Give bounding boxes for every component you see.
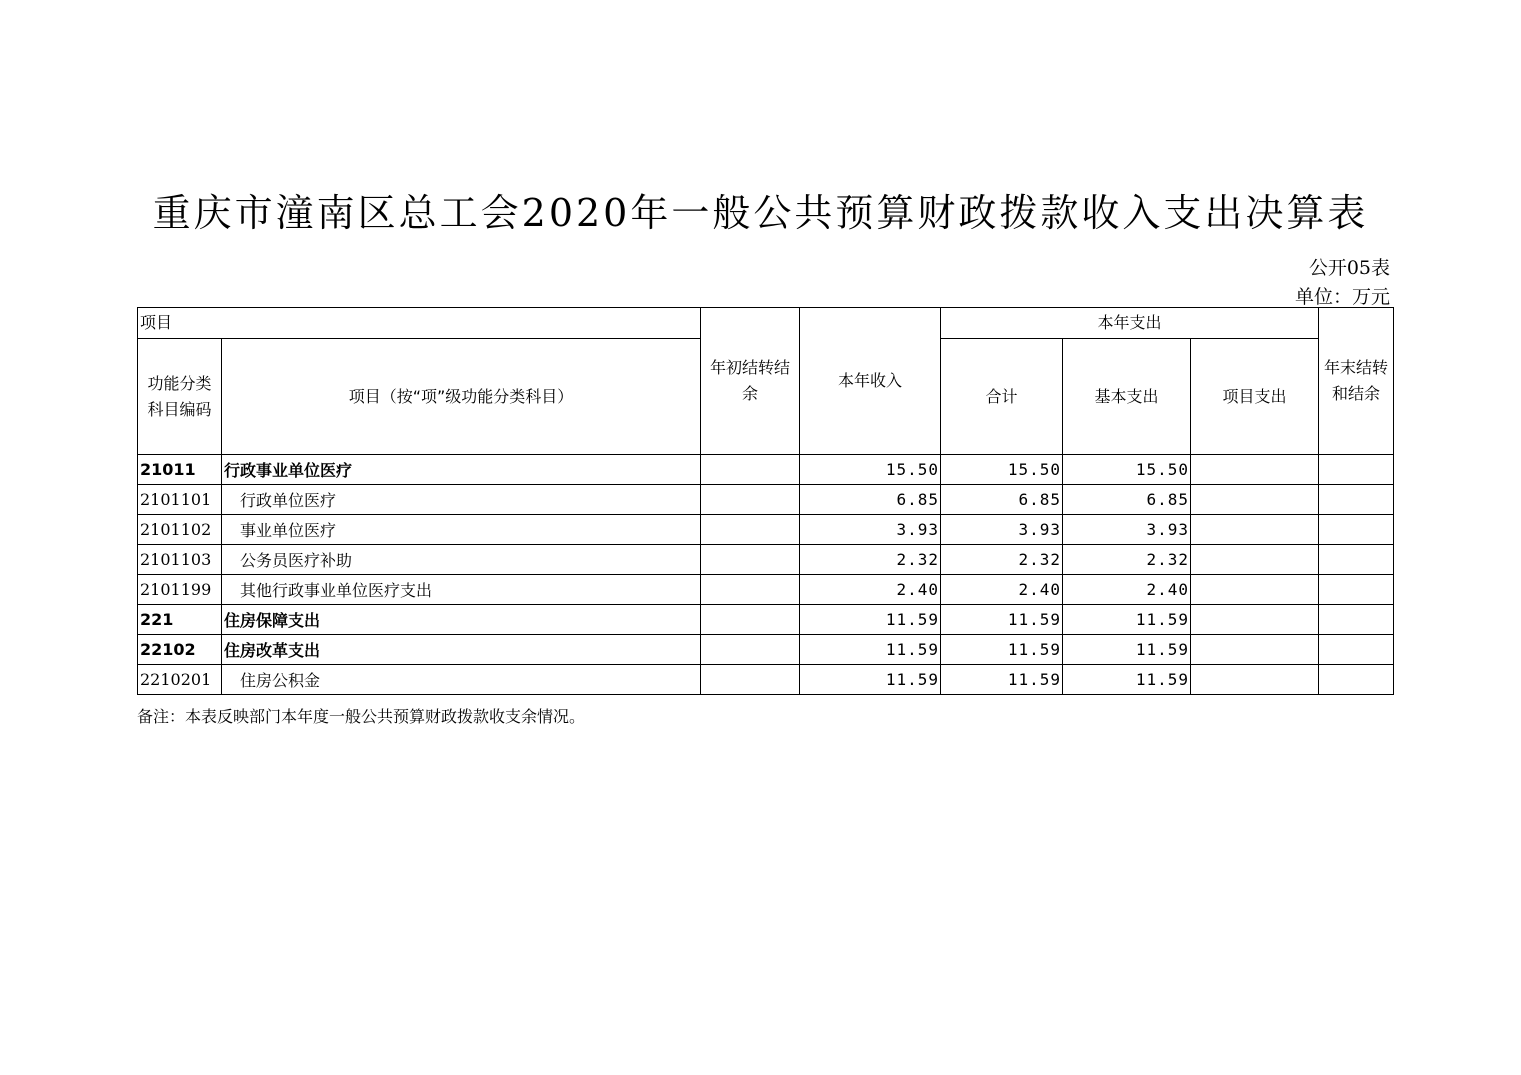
row-basic: 15.50 bbox=[1063, 455, 1191, 485]
row-name: 行政单位医疗 bbox=[222, 485, 701, 515]
row-income: 3.93 bbox=[800, 515, 941, 545]
row-end-balance bbox=[1319, 665, 1394, 695]
row-code: 21011 bbox=[138, 455, 222, 485]
header-basic: 基本支出 bbox=[1063, 339, 1191, 455]
row-end-balance bbox=[1319, 455, 1394, 485]
row-begin-balance bbox=[701, 455, 800, 485]
row-begin-balance bbox=[701, 665, 800, 695]
row-name: 住房改革支出 bbox=[222, 635, 701, 665]
table-row bbox=[138, 545, 1394, 575]
row-total: 3.93 bbox=[941, 515, 1063, 545]
row-income: 11.59 bbox=[800, 665, 941, 695]
header-expense: 本年支出 bbox=[941, 308, 1319, 339]
table-row bbox=[138, 515, 1394, 545]
row-code: 2210201 bbox=[138, 665, 222, 695]
form-code: 公开05表 bbox=[1308, 257, 1390, 279]
header-end-balance: 年末结转和结余 bbox=[1319, 308, 1394, 455]
header-income: 本年收入 bbox=[800, 308, 941, 455]
row-end-balance bbox=[1319, 605, 1394, 635]
row-project-exp bbox=[1191, 635, 1319, 665]
row-total: 2.40 bbox=[941, 575, 1063, 605]
row-end-balance bbox=[1319, 485, 1394, 515]
row-begin-balance bbox=[701, 575, 800, 605]
page-title: 重庆市潼南区总工会2020年一般公共预算财政拨款收入支出决算表 bbox=[152, 191, 1369, 235]
row-income: 15.50 bbox=[800, 455, 941, 485]
row-code: 221 bbox=[138, 605, 222, 635]
row-basic: 2.40 bbox=[1063, 575, 1191, 605]
row-name: 事业单位医疗 bbox=[222, 515, 701, 545]
row-basic: 11.59 bbox=[1063, 665, 1191, 695]
row-begin-balance bbox=[701, 545, 800, 575]
row-code: 22102 bbox=[138, 635, 222, 665]
unit-label: 单位：万元 bbox=[1294, 286, 1390, 308]
row-basic: 11.59 bbox=[1063, 635, 1191, 665]
row-end-balance bbox=[1319, 545, 1394, 575]
row-basic: 2.32 bbox=[1063, 545, 1191, 575]
row-end-balance bbox=[1319, 635, 1394, 665]
row-project-exp bbox=[1191, 665, 1319, 695]
row-end-balance bbox=[1319, 515, 1394, 545]
row-project-exp bbox=[1191, 455, 1319, 485]
row-name: 公务员医疗补助 bbox=[222, 545, 701, 575]
row-code: 2101103 bbox=[138, 545, 222, 575]
table-row bbox=[138, 575, 1394, 605]
row-begin-balance bbox=[701, 485, 800, 515]
row-total: 11.59 bbox=[941, 665, 1063, 695]
row-income: 2.32 bbox=[800, 545, 941, 575]
row-total: 2.32 bbox=[941, 545, 1063, 575]
row-project-exp bbox=[1191, 575, 1319, 605]
row-name: 行政事业单位医疗 bbox=[222, 455, 701, 485]
row-basic: 6.85 bbox=[1063, 485, 1191, 515]
table-row bbox=[138, 605, 1394, 635]
row-total: 6.85 bbox=[941, 485, 1063, 515]
row-begin-balance bbox=[701, 635, 800, 665]
row-code: 2101102 bbox=[138, 515, 222, 545]
row-project-exp bbox=[1191, 605, 1319, 635]
row-income: 6.85 bbox=[800, 485, 941, 515]
row-income: 11.59 bbox=[800, 605, 941, 635]
header-func-code: 功能分类科目编码 bbox=[138, 339, 222, 455]
row-total: 11.59 bbox=[941, 605, 1063, 635]
budget-table bbox=[137, 307, 1394, 695]
table-note: 备注：本表反映部门本年度一般公共预算财政拨款收支余情况。 bbox=[137, 707, 586, 726]
header-total: 合计 bbox=[941, 339, 1063, 455]
row-basic: 11.59 bbox=[1063, 605, 1191, 635]
table-row bbox=[138, 635, 1394, 665]
header-project-exp: 项目支出 bbox=[1191, 339, 1319, 455]
row-total: 15.50 bbox=[941, 455, 1063, 485]
row-begin-balance bbox=[701, 605, 800, 635]
row-income: 11.59 bbox=[800, 635, 941, 665]
table-row bbox=[138, 455, 1394, 485]
row-begin-balance bbox=[701, 515, 800, 545]
table-row bbox=[138, 485, 1394, 515]
row-total: 11.59 bbox=[941, 635, 1063, 665]
header-project: 项目 bbox=[138, 308, 701, 339]
row-project-exp bbox=[1191, 485, 1319, 515]
row-income: 2.40 bbox=[800, 575, 941, 605]
header-begin-balance: 年初结转结余 bbox=[701, 308, 800, 455]
row-code: 2101101 bbox=[138, 485, 222, 515]
row-end-balance bbox=[1319, 575, 1394, 605]
row-basic: 3.93 bbox=[1063, 515, 1191, 545]
row-name: 住房保障支出 bbox=[222, 605, 701, 635]
row-name: 其他行政事业单位医疗支出 bbox=[222, 575, 701, 605]
header-func-name: 项目（按“项”级功能分类科目） bbox=[222, 339, 701, 455]
row-project-exp bbox=[1191, 515, 1319, 545]
row-project-exp bbox=[1191, 545, 1319, 575]
table-row bbox=[138, 665, 1394, 695]
row-code: 2101199 bbox=[138, 575, 222, 605]
row-name: 住房公积金 bbox=[222, 665, 701, 695]
